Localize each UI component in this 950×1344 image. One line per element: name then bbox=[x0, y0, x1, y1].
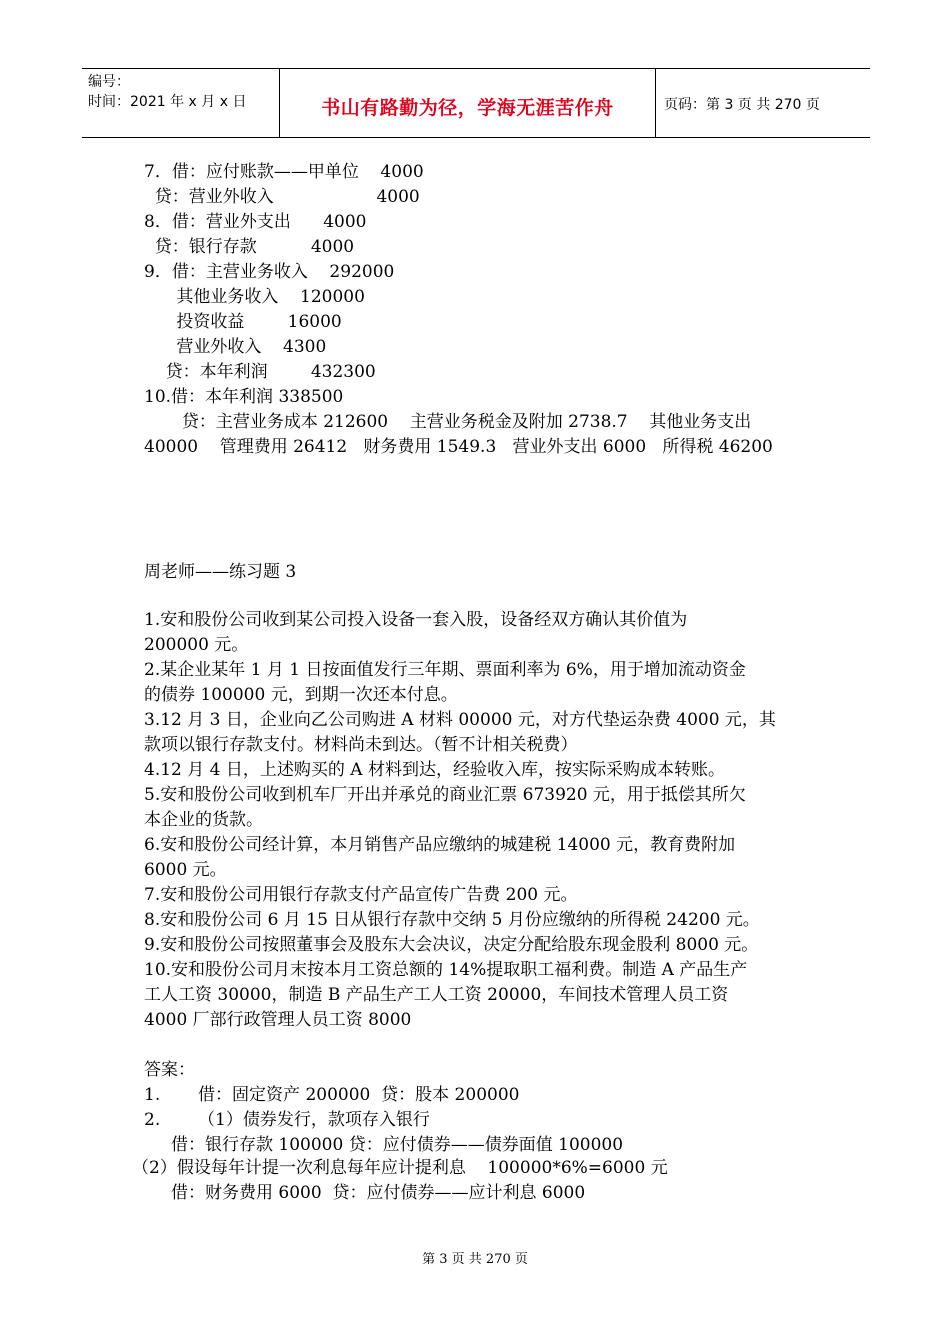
text-line: 9．借：主营业务收入 292000 bbox=[144, 262, 395, 282]
text-line: 5.安和股份公司收到机车厂开出并承兑的商业汇票 673920 元，用于抵偿其所欠 bbox=[144, 785, 746, 805]
text-line: 投资收益 16000 bbox=[144, 312, 342, 332]
answer-heading: 答案： bbox=[144, 1060, 195, 1080]
text-line: 贷：本年利润 432300 bbox=[144, 362, 376, 382]
header-page-cell bbox=[656, 69, 870, 137]
text-line: 贷：主营业务成本 212600 主营业务税金及附加 2738.7 其他业务支出 bbox=[144, 412, 752, 432]
text-line: 本企业的货款。 bbox=[144, 810, 263, 830]
text-line: 10.安和股份公司月末按本月工资总额的 14%提取职工福利费。制造 A 产品生产 bbox=[144, 960, 748, 980]
text-line: 9.安和股份公司按照董事会及股东大会决议，决定分配给股东现金股利 8000 元。 bbox=[144, 935, 759, 955]
text-line: 10.借：本年利润 338500 bbox=[144, 387, 344, 407]
text-line: 借：财务费用 6000 贷：应付债券——应计利息 6000 bbox=[144, 1183, 586, 1203]
text-line: 1.安和股份公司收到某公司投入设备一套入股，设备经双方确认其价值为 bbox=[144, 610, 688, 630]
text-line: 200000 元。 bbox=[144, 635, 249, 655]
text-line: 8．借：营业外支出 4000 bbox=[144, 212, 367, 232]
text-line: 1. 借：固定资产 200000 贷：股本 200000 bbox=[144, 1085, 520, 1105]
text-line: 营业外收入 4300 bbox=[144, 337, 327, 357]
text-line: 贷：银行存款 4000 bbox=[144, 237, 355, 257]
page-footer: 第 3 页 共 270 页 bbox=[422, 1252, 528, 1267]
text-line: 3.12 月 3 日，企业向乙公司购进 A 材料 00000 元，对方代垫运杂费 4000 元，其 bbox=[144, 710, 776, 730]
text-line: 的债券 100000 元，到期一次还本付息。 bbox=[144, 685, 458, 705]
section-title: 周老师——练习题 3 bbox=[144, 562, 297, 582]
text-line: 2.某企业某年 1 月 1 日按面值发行三年期、票面利率为 6%，用于增加流动资金 bbox=[144, 660, 746, 680]
header-motto: 书山有路勤为径，学海无涯苦作舟 bbox=[321, 97, 614, 119]
header-motto-cell bbox=[280, 69, 656, 137]
text-line: 6.安和股份公司经计算，本月销售产品应缴纳的城建税 14000 元，教育费附加 bbox=[144, 835, 736, 855]
text-line: 4.12 月 4 日，上述购买的 A 材料到达，经验收入库，按实际采购成本转账。 bbox=[144, 760, 725, 780]
document-number-label: 编号： bbox=[88, 74, 130, 90]
text-line: 4000 厂部行政管理人员工资 8000 bbox=[144, 1010, 412, 1030]
text-line: 工人工资 30000，制造 B 产品生产工人工资 20000，车间技术管理人员工资 bbox=[144, 985, 729, 1005]
header-info-cell bbox=[82, 69, 280, 137]
text-line: 贷：营业外收入 4000 bbox=[144, 187, 420, 207]
header-page-info: 页码：第 3 页 共 270 页 bbox=[664, 97, 820, 113]
text-line: 借：银行存款 100000 贷：应付债券——债券面值 100000 bbox=[144, 1135, 624, 1155]
text-line: 2. （1）债券发行，款项存入银行 bbox=[144, 1110, 430, 1130]
text-line: （2）假设每年计提一次利息每年应计提利息 100000*6%=6000 元 bbox=[132, 1158, 668, 1178]
text-line: 40000 管理费用 26412 财务费用 1549.3 营业外支出 6000 所得税 46200 bbox=[144, 437, 773, 457]
text-line: 7.安和股份公司用银行存款支付产品宣传广告费 200 元。 bbox=[144, 885, 578, 905]
text-line: 8.安和股份公司 6 月 15 日从银行存款中交纳 5 月份应缴纳的所得税 24200 元。 bbox=[144, 910, 760, 930]
text-line: 7．借：应付账款——甲单位 4000 bbox=[144, 162, 424, 182]
page-header bbox=[82, 68, 870, 138]
text-line: 款项以银行存款支付。材料尚未到达。（暂不计相关税费） bbox=[144, 735, 578, 755]
text-line: 6000 元。 bbox=[144, 860, 227, 880]
document-date: 时间：2021 年 x 月 x 日 bbox=[88, 94, 247, 110]
text-line: 其他业务收入 120000 bbox=[144, 287, 365, 307]
